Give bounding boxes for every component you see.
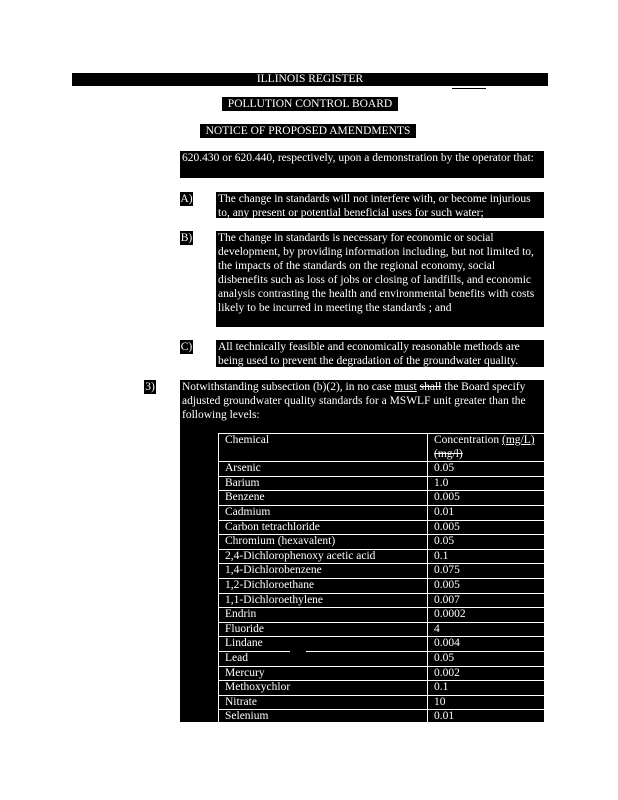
- chemical-name: Mercury: [219, 666, 428, 681]
- concentration-value: 0.01: [428, 505, 546, 520]
- header-conc-label: Concentration: [434, 434, 503, 446]
- header-conc-deleted: (mg/l): [434, 447, 463, 460]
- concentration-value: 0.05: [428, 651, 546, 666]
- table-row: [219, 622, 546, 637]
- deleted-word: shall: [419, 381, 442, 393]
- table-row: [219, 535, 546, 550]
- table-row: [219, 593, 546, 608]
- chemical-name: Endrin: [219, 608, 428, 623]
- header-conc-inserted: (mg/L): [502, 434, 535, 446]
- concentration-value: 10: [428, 695, 546, 710]
- table-row: [219, 578, 546, 593]
- table-row: [219, 710, 546, 725]
- table-body: [219, 462, 546, 725]
- concentration-value: 0.004: [428, 637, 546, 652]
- chemical-name: Lead: [219, 651, 428, 666]
- concentration-value: 0.1: [428, 549, 546, 564]
- table-row: [219, 505, 546, 520]
- table-row: [219, 549, 546, 564]
- chemical-name: 2,4-Dichlorophenoxy acetic acid: [219, 549, 428, 564]
- concentration-value: 0.005: [428, 578, 546, 593]
- chemical-name: Carbon tetrachloride: [219, 520, 428, 535]
- chemical-standards-table: [218, 433, 546, 725]
- table-row: [219, 462, 546, 477]
- concentration-value: 0.007: [428, 593, 546, 608]
- item-c-label: C): [180, 341, 193, 353]
- header-concentration: [428, 434, 546, 462]
- item-a-text: The change in standards will not interfere with, or become injurious to, any present or potential beneficial uses for such water;: [216, 192, 544, 218]
- inserted-word: must: [394, 381, 417, 393]
- table-header-row: [219, 434, 546, 462]
- chemical-name: 1,2-Dichloroethane: [219, 578, 428, 593]
- scan-speck: [346, 708, 386, 709]
- table-row: [219, 651, 546, 666]
- section-3-text-before: Notwithstanding subsection (b)(2), in no case: [182, 381, 395, 393]
- table-row: [219, 608, 546, 623]
- intro-paragraph: 620.430 or 620.440, respectively, upon a demonstration by the operator that:: [180, 151, 544, 178]
- scan-speck: [452, 88, 486, 89]
- scan-speck: [478, 519, 508, 520]
- concentration-value: 0.005: [428, 520, 546, 535]
- item-a-label: A): [180, 193, 193, 205]
- register-title: ILLINOIS REGISTER: [72, 73, 548, 86]
- table-row: [219, 491, 546, 506]
- section-3-label: 3): [145, 381, 155, 393]
- chemical-name: 1,1-Dichloroethylene: [219, 593, 428, 608]
- table-row: [219, 476, 546, 491]
- item-b-label: B): [180, 232, 193, 244]
- chemical-name: Nitrate: [219, 695, 428, 710]
- concentration-value: 0.002: [428, 666, 546, 681]
- table-row: [219, 637, 546, 652]
- item-c-text: All technically feasible and economically reasonable methods are being used to prevent the degradation of the groundwater quality.: [216, 340, 544, 367]
- chemical-name: Benzene: [219, 491, 428, 506]
- concentration-value: 0.0002: [428, 608, 546, 623]
- table-row: [219, 564, 546, 579]
- table-row: [219, 520, 546, 535]
- concentration-value: 0.01: [428, 710, 546, 725]
- chemical-name: Cadmium: [219, 505, 428, 520]
- chemical-name: Lindane: [219, 637, 428, 652]
- concentration-value: 0.005: [428, 491, 546, 506]
- header-chemical: Chemical: [219, 434, 428, 462]
- concentration-value: 0.1: [428, 681, 546, 696]
- chemical-name: Fluoride: [219, 622, 428, 637]
- section-3-text-after: the Board specify adjusted groundwater quality standards for a MSWLF unit greater than the following levels:: [182, 381, 526, 421]
- concentration-value: 4: [428, 622, 546, 637]
- chemical-name: 1,4-Dichlorobenzene: [219, 564, 428, 579]
- chemical-name: Chromium (hexavalent): [219, 535, 428, 550]
- chemical-name: Arsenic: [219, 462, 428, 477]
- section-3-text: [182, 380, 542, 422]
- concentration-value: 0.075: [428, 564, 546, 579]
- chemical-name: Methoxychlor: [219, 681, 428, 696]
- notice-title: NOTICE OF PROPOSED AMENDMENTS: [200, 124, 416, 138]
- table-row: [219, 681, 546, 696]
- table-row: [219, 666, 546, 681]
- concentration-value: 0.05: [428, 462, 546, 477]
- board-title: POLLUTION CONTROL BOARD: [222, 97, 398, 111]
- item-b-text: The change in standards is necessary for economic or social development, by providing information including, but not limited to, the impacts of the standards on the regional economy, social disbenefits such as loss of jobs or closing of landfills, and economic analysis contrasting the health and environmental benefits with costs likely to be incurred in meeting the standards ; and: [216, 231, 544, 327]
- scan-speck: [290, 651, 306, 652]
- chemical-name: Selenium: [219, 710, 428, 725]
- concentration-value: 1.0: [428, 476, 546, 491]
- chemical-name: Barium: [219, 476, 428, 491]
- concentration-value: 0.05: [428, 535, 546, 550]
